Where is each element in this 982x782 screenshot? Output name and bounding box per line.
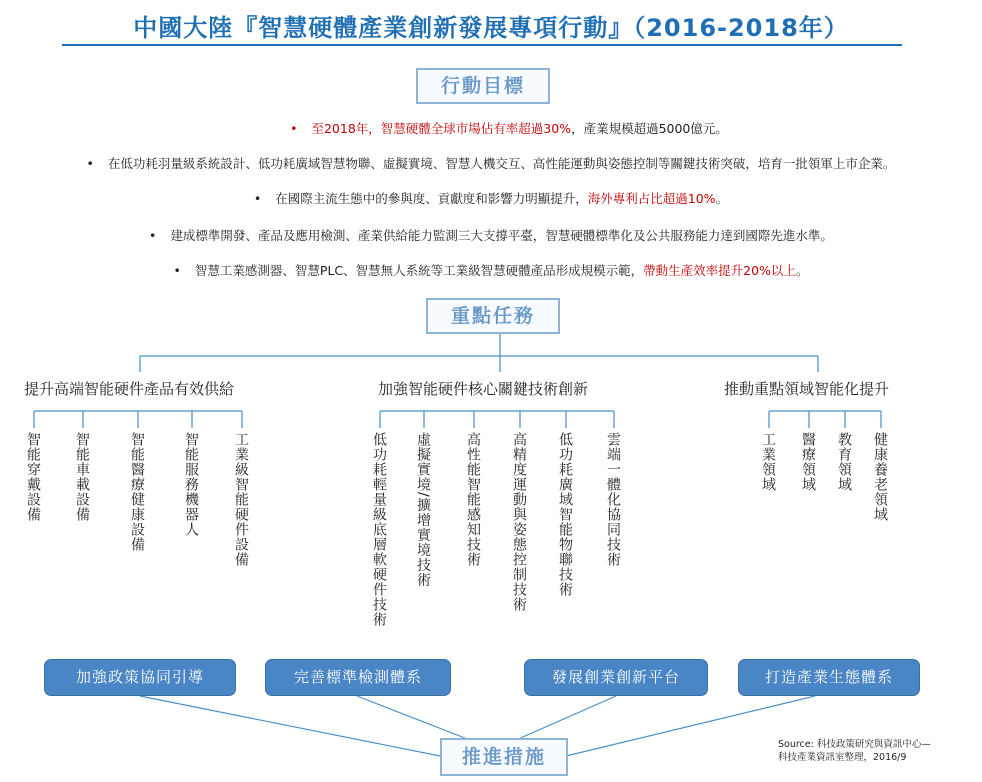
branch-title-products: 提升高端智能硬件產品有效供給 bbox=[24, 380, 235, 398]
source-note bbox=[778, 738, 931, 764]
task-item: 教育領域 bbox=[836, 432, 852, 492]
task-item: 智能車載設備 bbox=[74, 432, 90, 522]
goal-item: • 在低功耗羽量級系統設計、低功耗廣域智慧物聯、虛擬實境、智慧人機交互、高性能運動與姿態控制等關鍵技術突破，培育一批領軍上市企業。 bbox=[86, 156, 896, 171]
measure-industry-ecosystem: 打造產業生態體系 bbox=[738, 659, 920, 696]
tasks-label: 重點任務 bbox=[426, 298, 560, 334]
task-item: 健康養老領域 bbox=[872, 432, 888, 522]
goals-label: 行動目標 bbox=[416, 68, 550, 104]
measure-policy-coordination: 加強政策協同引導 bbox=[44, 659, 236, 696]
goal-item: • 智慧工業感測器、智慧PLC、智慧無人系統等工業級智慧硬體產品形成規模示範，帶動生產效率提升20%以上。 bbox=[173, 263, 809, 278]
task-item: 工業領域 bbox=[760, 432, 776, 492]
task-item: 虛擬實境/擴增實境技術 bbox=[415, 432, 431, 588]
task-item: 雲端一體化協同技術 bbox=[605, 432, 621, 567]
measure-standards-testing: 完善標準檢測體系 bbox=[265, 659, 451, 696]
branch-title-technology: 加強智能硬件核心關鍵技術創新 bbox=[378, 380, 589, 398]
source-line-1: Source: 科技政策研究與資訊中心— bbox=[778, 739, 931, 750]
page-title: 中國大陸『智慧硬體產業創新發展專項行動』（2016-2018年） bbox=[133, 14, 849, 42]
source-line-2: 科技產業資訊室整理，2016/9 bbox=[778, 752, 907, 763]
task-item: 高精度運動與姿態控制技術 bbox=[511, 432, 527, 612]
task-item: 低功耗輕量級底層軟硬件技術 bbox=[371, 432, 387, 627]
goal-item: • 建成標準開發、產品及應用檢測、產業供給能力監測三大支撐平臺，智慧硬體標準化及公共服務能力達到國際先進水準。 bbox=[149, 228, 833, 243]
task-item: 工業級智能硬件設備 bbox=[233, 432, 249, 567]
task-item: 醫療領域 bbox=[800, 432, 816, 492]
task-item: 低功耗廣域智能物聯技術 bbox=[557, 432, 573, 597]
measure-innovation-platform: 發展創業創新平台 bbox=[524, 659, 708, 696]
measures-label: 推進措施 bbox=[440, 738, 568, 776]
task-item: 智能穿戴設備 bbox=[25, 432, 41, 522]
task-item: 高性能智能感知技術 bbox=[465, 432, 481, 567]
task-item: 智能服務機器人 bbox=[183, 432, 199, 537]
task-item: 智能醫療健康設備 bbox=[129, 432, 145, 552]
goal-item: • 在國際主流生態中的參與度、貢獻度和影響力明顯提升，海外專利占比超過10%。 bbox=[253, 191, 729, 206]
goal-item: • 至2018年，智慧硬體全球市場佔有率超過30%，產業規模超過5000億元。 bbox=[290, 121, 728, 136]
branch-title-domains: 推動重點領域智能化提升 bbox=[724, 380, 890, 398]
